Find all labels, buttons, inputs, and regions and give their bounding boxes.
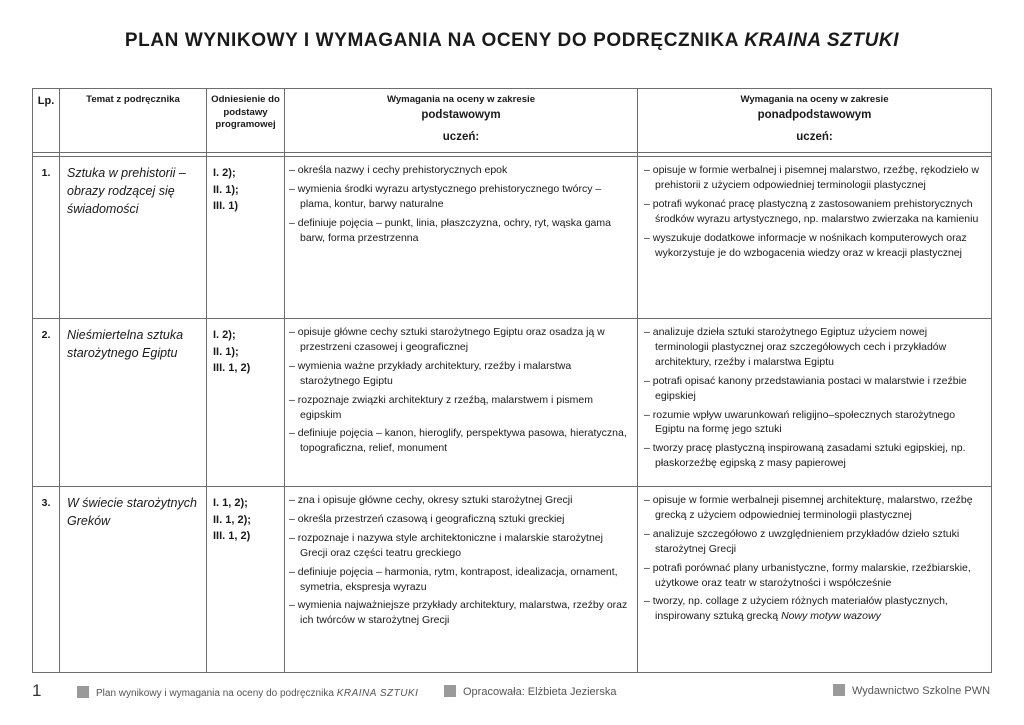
requirements-table <box>32 88 992 673</box>
list-item: – wymienia najważniejsze przykłady architektury, malarstwa, rzeźby oraz ich twórców w starożytnej Grecji <box>289 599 628 627</box>
reference-line: I. 2); <box>213 167 236 179</box>
footer-author <box>444 685 616 698</box>
header-basic-line2: podstawowym <box>421 108 501 121</box>
list-item <box>644 594 983 624</box>
reference-line: II. 1); <box>213 345 239 358</box>
row-reference <box>207 319 285 487</box>
list-item: – określa przestrzeń czasową i geograficzną sztuki greckiej <box>289 512 565 525</box>
table-row <box>33 157 992 319</box>
table-row <box>33 319 992 487</box>
list-item: – opisuje główne cechy sztuki starożytnego Egiptu oraz osadza ją w przestrzeni czasowej i geograficznej <box>289 326 605 353</box>
reference-line: II. 1, 2); <box>213 513 251 526</box>
square-bullet-icon <box>833 684 845 696</box>
list-item: – definiuje pojęcia – punkt, linia, płaszczyzna, ochry, ryt, wąska gama barw, forma przestrzenna <box>289 216 611 244</box>
header-advanced-line3: uczeń: <box>796 130 833 143</box>
list-item: – tworzy pracę plastyczną inspirowaną zasadami sztuki egipskiej, np. płaskorzeźbę egipską z masy papierowej <box>644 442 966 470</box>
header-basic-line3: uczeń: <box>442 130 480 143</box>
list-item: – określa nazwy i cechy prehistorycznych epok <box>289 164 508 176</box>
row-number: 1. <box>33 157 60 319</box>
footer-publisher-text: Wydawnictwo Szkolne PWN <box>852 685 991 697</box>
list-item: – potrafi wykonać pracę plastyczną z zastosowaniem prehistorycznych środków wyrazu artystycznego, np. malarstwo zwierzaka na kamieniu <box>644 197 979 225</box>
reference-line: III. 1, 2) <box>213 362 251 374</box>
square-bullet-icon <box>444 685 456 697</box>
header-basic-line1: Wymagania na oceny w zakresie <box>386 94 536 105</box>
list-item-text: – tworzy, np. collage z użyciem różnych materiałów plastycznych, inspirowany sztuką grecką <box>644 595 948 623</box>
footer-author-text: Opracowała: Elżbieta Jezierska <box>463 686 617 698</box>
table-row <box>33 487 992 673</box>
reference-line: I. 1, 2); <box>213 497 248 509</box>
footer-document-title <box>77 686 418 699</box>
header-topic: Temat z podręcznika <box>60 89 207 153</box>
list-item: – rozumie wpływ uwarunkowań religijno–społecznych starożytnego Egiptu na formę jego sztuki <box>644 408 956 436</box>
list-item: – analizuje dzieła sztuki starożytnego Egiptuz użyciem nowej terminologii plastycznej oraz szczegółowych cech i przykładów architektury, rzeźby i malarstwa Egiptu <box>644 326 947 368</box>
list-item: – potrafi opisać kanony przedstawiania postaci w malarstwie i rzeźbie egipskiej <box>644 374 967 402</box>
row-advanced-requirements <box>638 487 992 673</box>
row-number: 3. <box>33 487 60 673</box>
list-item: – opisuje w formie werbalnej i pisemnej malarstwo, rzeźbę, rękodzieło w prehistorii z użyciem odpowiedniej terminologii plastycznej <box>644 164 979 191</box>
list-item: – analizuje szczegółowo z uwzględnieniem przykładów dzieło sztuki starożytnej Grecji <box>644 527 960 555</box>
row-topic: Nieśmiertelna sztuka starożytnego Egiptu <box>60 319 207 487</box>
footer-doc-book: KRAINA SZTUKI <box>336 688 419 699</box>
row-reference <box>207 487 285 673</box>
header-advanced-requirements <box>638 89 992 153</box>
header-lp: Lp. <box>33 89 60 153</box>
list-item: – rozpoznaje i nazywa style architektoniczne i malarskie starożytnej Grecji oraz części teatru greckiego <box>289 531 603 559</box>
row-advanced-requirements <box>638 157 992 319</box>
row-basic-requirements <box>285 157 638 319</box>
row-basic-requirements <box>285 319 638 487</box>
row-topic: Sztuka w prehistorii – obrazy rodzącej się świadomości <box>60 157 207 319</box>
row-reference <box>207 157 285 319</box>
list-item: – wyszukuje dodatkowe informacje w nośnikach komputerowych oraz wykorzystuje je do wzbogacenia wiedzy oraz w kreacji plastycznej <box>644 231 967 259</box>
row-basic-requirements <box>285 487 638 673</box>
list-item: – rozpoznaje związki architektury z rzeźbą, malarstwem i pismem egipskim <box>289 393 594 421</box>
header-advanced-line1: Wymagania na oceny w zakresie <box>740 94 889 105</box>
document-title <box>0 30 1024 52</box>
page-number: 1 <box>32 681 42 700</box>
footer-doc-title-text: Plan wynikowy i wymagania na oceny do podręcznika <box>96 688 337 699</box>
square-bullet-icon <box>77 686 89 698</box>
header-reference: Odniesienie do podstawy programowej <box>207 89 285 153</box>
list-item: – wymienia środki wyrazu artystycznego prehistorycznego twórcy – plama, kontur, barwy naturalne <box>289 182 602 210</box>
document-title-text: PLAN WYNIKOWY I WYMAGANIA NA OCENY DO PODRĘCZNIKA <box>124 30 745 51</box>
list-item: – potrafi porównać plany urbanistyczne, formy malarskie, rzeźbiarskie, użytkowe oraz teatr w starożytności i współcześnie <box>644 561 971 589</box>
reference-line: II. 1); <box>213 183 239 196</box>
list-item: – definiuje pojęcia – harmonia, rytm, kontrapost, idealizacja, ornament, symetria, ekspresja wyrazu <box>289 565 618 593</box>
table-header-row <box>33 89 992 153</box>
reference-line: III. 1, 2) <box>213 530 251 542</box>
header-basic-requirements <box>285 89 638 153</box>
artwork-title: Nowy motyw wazowy <box>781 610 881 623</box>
row-advanced-requirements <box>638 319 992 487</box>
list-item: – zna i opisuje główne cechy, okresy sztuki starożytnej Grecji <box>289 494 573 506</box>
reference-line: III. 1) <box>213 200 239 212</box>
footer-publisher <box>833 684 990 697</box>
list-item: – wymienia ważne przykłady architektury, rzeźby i malarstwa starożytnego Egiptu <box>289 359 572 387</box>
reference-line: I. 2); <box>213 329 236 341</box>
row-topic: W świecie starożytnych Greków <box>60 487 207 673</box>
row-number: 2. <box>33 319 60 487</box>
list-item: – definiuje pojęcia – kanon, hieroglify, perspektywa pasowa, hieratyczna, topograficzna, relief, monument <box>289 427 627 455</box>
header-advanced-line2: ponadpodstawowym <box>757 108 872 121</box>
document-title-book: KRAINA SZTUKI <box>744 30 900 51</box>
list-item: – opisuje w formie werbalneji pisemnej architekturę, malarstwo, rzeźbę grecką z użyciem odpowiedniej terminologii plastycznej <box>644 494 973 521</box>
